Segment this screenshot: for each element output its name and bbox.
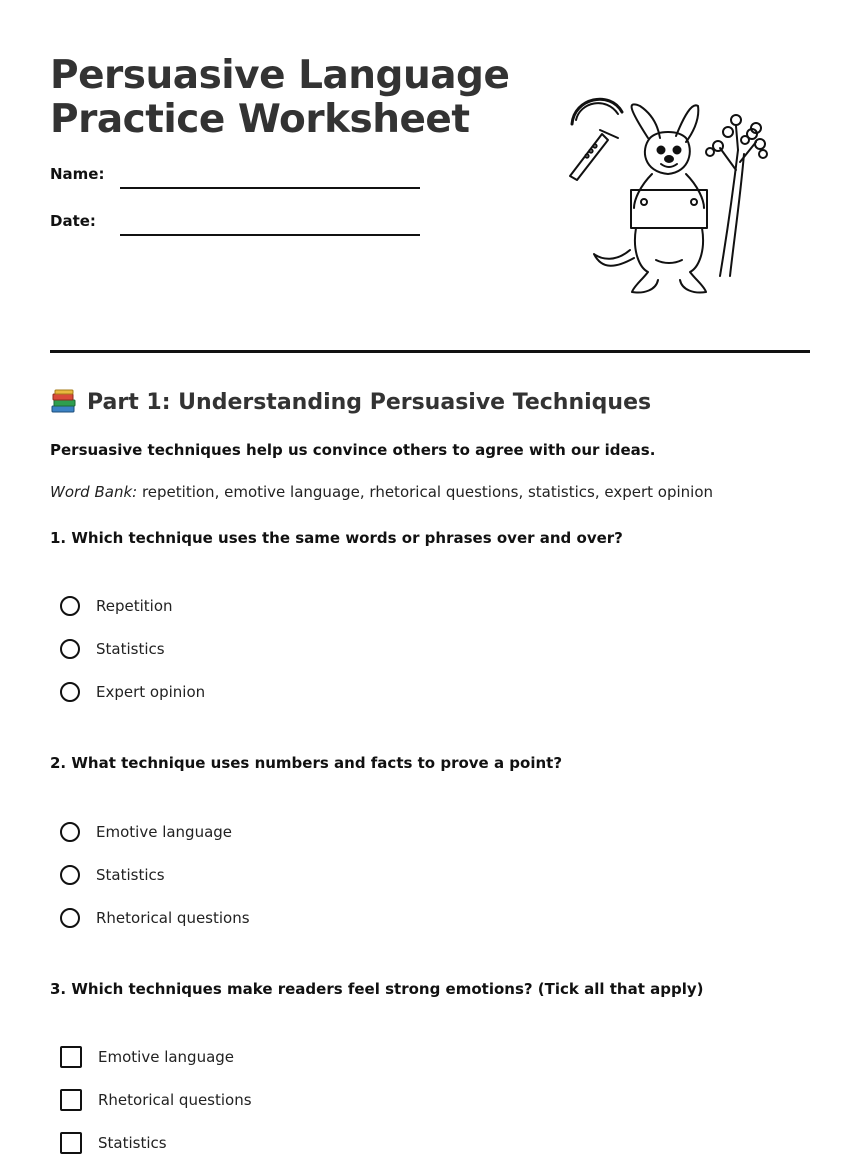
option-label: Emotive language [98,1048,235,1066]
q3-option-1[interactable] [60,1045,234,1069]
part1-heading-text: Part 1: Understanding Persuasive Techniques [87,389,652,415]
question-2: 2. What technique uses numbers and facts to prove a point? [50,754,563,772]
part1-heading [50,389,651,415]
radio-button[interactable] [60,865,80,885]
option-label: Statistics [96,866,165,884]
date-label: Date: [50,212,96,230]
part1-intro: Persuasive techniques help us convince others to agree with our ideas. [50,441,656,459]
word-bank-label: Word Bank: [50,483,138,501]
q1-option-3[interactable] [60,680,205,704]
question-3: 3. Which techniques make readers feel strong emotions? (Tick all that apply) [50,980,704,998]
kangaroo-holding-sign-icon [560,90,785,305]
word-bank-words: repetition, emotive language, rhetorical questions, statistics, expert opinion [137,483,714,501]
q2-option-3[interactable] [60,906,250,930]
question-1: 1. Which technique uses the same words or phrases over and over? [50,529,623,547]
option-label: Rhetorical questions [96,909,250,927]
checkbox[interactable] [60,1089,82,1111]
q3-option-2[interactable] [60,1088,252,1112]
option-label: Emotive language [96,823,233,841]
option-label: Statistics [98,1134,167,1152]
option-label: Repetition [96,597,173,615]
word-bank [50,483,713,501]
checkbox[interactable] [60,1132,82,1154]
worksheet-title [50,54,509,142]
title-line-2: Practice Worksheet [50,97,470,142]
name-label: Name: [50,165,105,183]
q3-option-3[interactable] [60,1131,167,1155]
radio-button[interactable] [60,639,80,659]
radio-button[interactable] [60,822,80,842]
name-field[interactable] [120,187,420,189]
checkbox[interactable] [60,1046,82,1068]
option-label: Expert opinion [96,683,206,701]
option-label: Statistics [96,640,165,658]
date-field[interactable] [120,234,420,236]
books-icon [50,389,78,415]
q2-option-1[interactable] [60,820,232,844]
q1-option-2[interactable] [60,637,165,661]
q1-option-1[interactable] [60,594,173,618]
section-divider [50,350,810,353]
q2-option-2[interactable] [60,863,165,887]
radio-button[interactable] [60,596,80,616]
radio-button[interactable] [60,908,80,928]
radio-button[interactable] [60,682,80,702]
title-line-1: Persuasive Language [50,53,510,98]
option-label: Rhetorical questions [98,1091,252,1109]
